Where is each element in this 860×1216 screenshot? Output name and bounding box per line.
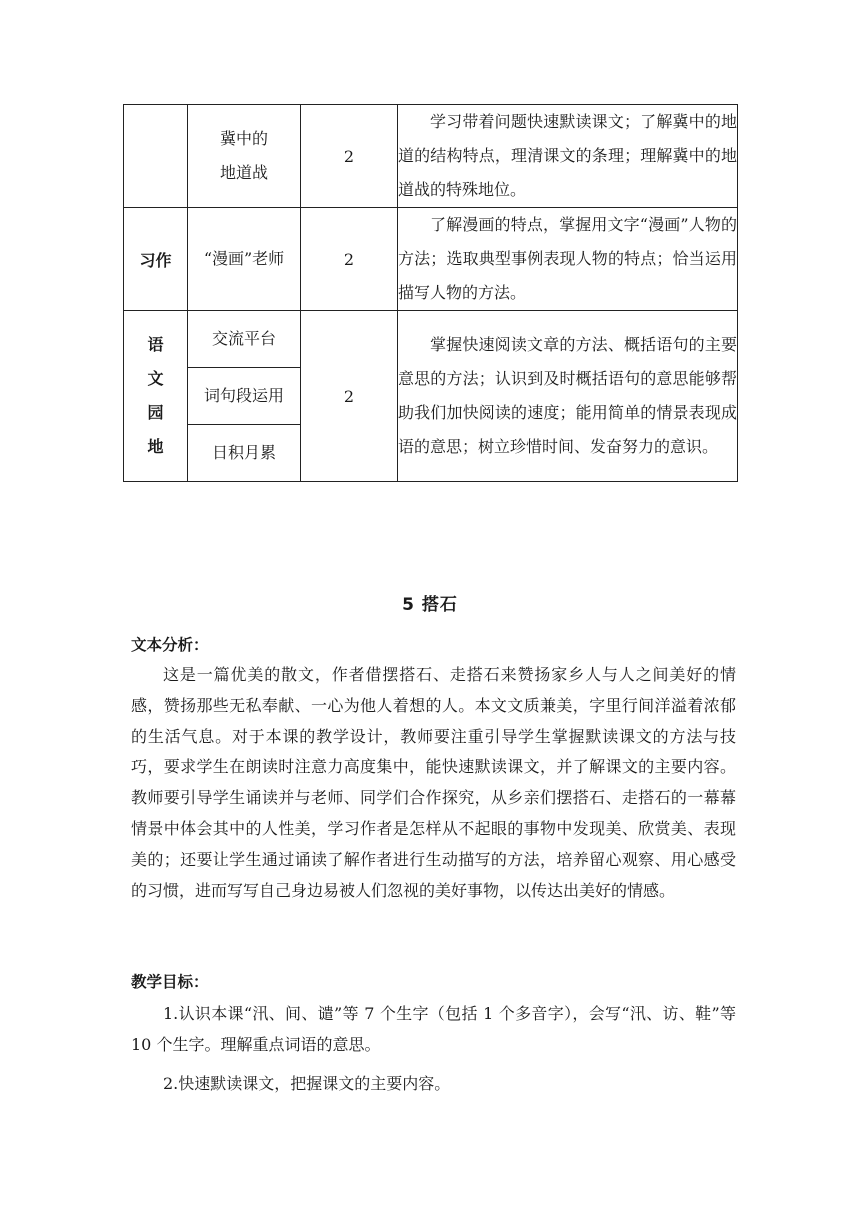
lesson-title-cell xyxy=(188,105,301,208)
lesson-title-cell: 词句段运用 xyxy=(188,368,301,425)
category-cell: 习作 xyxy=(124,208,188,311)
hours-cell: 2 xyxy=(301,208,398,311)
analysis-label: 文本分析： xyxy=(131,636,209,654)
goal-cell xyxy=(398,105,738,208)
hours-cell: 2 xyxy=(301,311,398,482)
goal-item: 2.快速默读课文，把握课文的主要内容。 xyxy=(163,1074,451,1093)
lesson-title-line: 地道战 xyxy=(219,163,268,182)
table-row xyxy=(124,311,738,368)
lesson-title-cell: “漫画”老师 xyxy=(188,208,301,311)
category-cell xyxy=(124,311,188,482)
analysis-paragraph: 这是一篇优美的散文，作者借摆搭石、走搭石来赞扬家乡人与人之间美好的情感，赞扬那些无私奉献、一心为他人着想的人。本文文质兼美，字里行间洋溢着浓郁的生活气息。对于本课的教学设计，教师要注重引导学生掌握默读课文的方法与技巧，要求学生在朗读时注意力高度集中，能快速默读课文，并了解课文的主要内容。教师要引导学生诵读并与老师、同学们合作探究，从乡亲们摆搭石、走搭石的一幕幕情景中体会其中的人性美，学习作者是怎样从不起眼的事物中发现美、欣赏美、表现美的；还要让学生通过诵读了解作者进行生动描写的方法，培养留心观察、用心感受的习惯，进而写写自己身边易被人们忽视的美好事物，以传达出美好的情感。 xyxy=(131,665,736,900)
hours-cell: 2 xyxy=(301,105,398,208)
goal-text: 掌握快速阅读文章的方法、概括语句的主要意思的方法；认识到及时概括语句的意思能够帮助我们加快阅读的速度；能用简单的情景表现成语的意思；树立珍惜时间、发奋努力的意识。 xyxy=(398,335,737,456)
lesson-title-line: 冀中的 xyxy=(219,129,268,148)
goal-item: 1.认识本课“汛、间、谴”等 7 个生字（包括 1 个多音字），会写“汛、访、鞋”等 10 个生字。理解重点词语的意思。 xyxy=(131,1004,736,1054)
lesson-title-cell: 日积月累 xyxy=(188,425,301,482)
category-char: 园 xyxy=(147,403,164,422)
category-char: 语 xyxy=(147,335,164,354)
lesson-title-cell: 交流平台 xyxy=(188,311,301,368)
goals-label: 教学目标： xyxy=(131,973,209,991)
table-row xyxy=(124,105,738,208)
table-row xyxy=(124,208,738,311)
goal-text: 了解漫画的特点，掌握用文字“漫画”人物的方法；选取典型事例表现人物的特点；恰当运用描写人物的方法。 xyxy=(398,215,737,302)
category-cell xyxy=(124,105,188,208)
lesson-heading: 5 搭石 xyxy=(402,595,458,615)
category-char: 文 xyxy=(147,369,164,388)
goal-text: 学习带着问题快速默读课文；了解冀中的地道的结构特点，理清课文的条理；理解冀中的地道战的特殊地位。 xyxy=(398,112,737,199)
goal-cell xyxy=(398,311,738,482)
goal-cell xyxy=(398,208,738,311)
lesson-plan-table xyxy=(123,104,738,482)
category-char: 地 xyxy=(147,437,164,456)
